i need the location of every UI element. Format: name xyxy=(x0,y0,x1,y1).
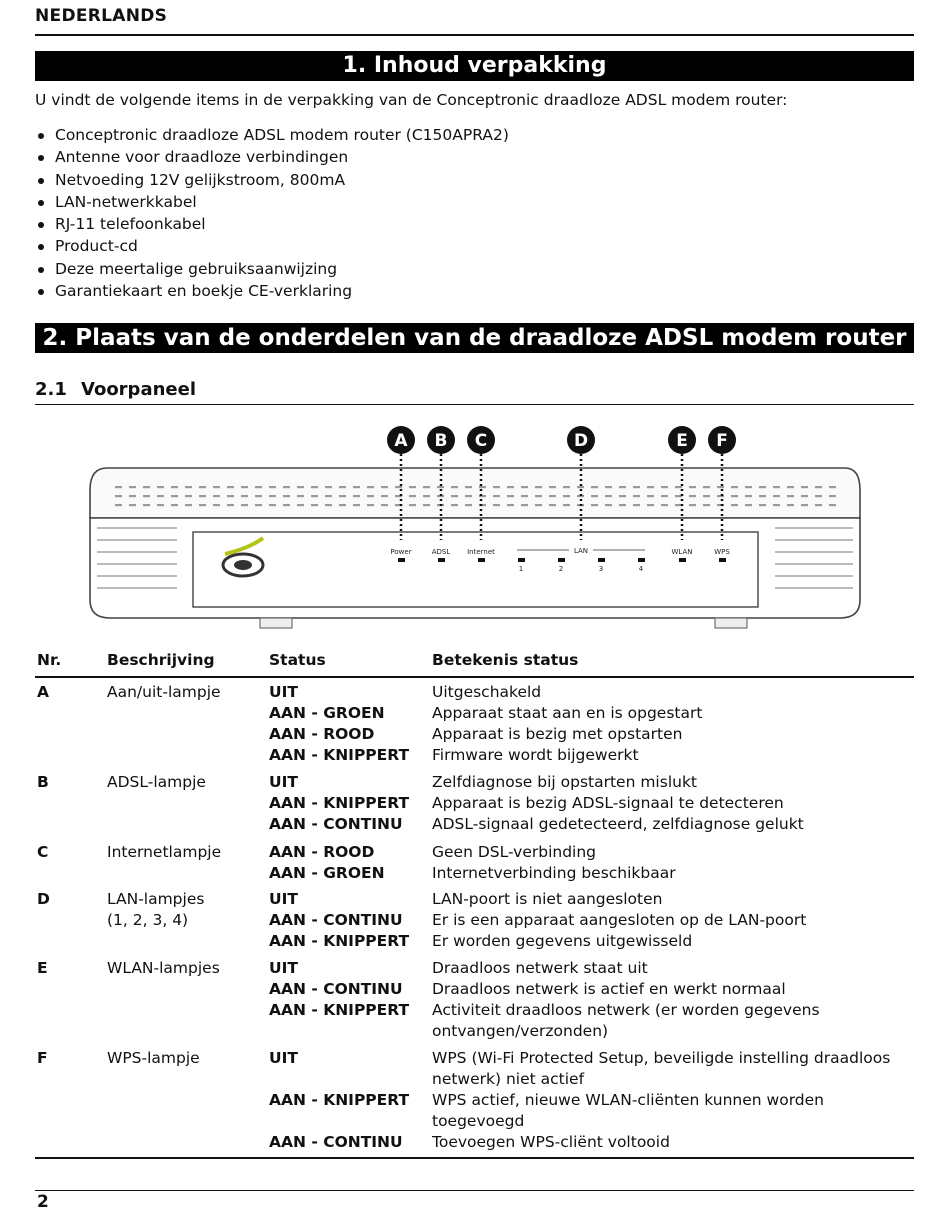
section1-intro: U vindt de volgende items in de verpakking van de Conceptronic draadloze ADSL modem router: xyxy=(35,91,788,109)
callout-b: B xyxy=(434,431,448,451)
list-item: LAN-netwerkkabel xyxy=(35,191,509,213)
led-label-adsl: ADSL xyxy=(431,548,451,556)
row-nr: C xyxy=(37,843,49,861)
row-status xyxy=(269,889,409,952)
status-line: AAN - CONTINU xyxy=(269,1133,403,1151)
row-description: Aan/uit-lampje xyxy=(107,683,221,701)
router-foot-left xyxy=(260,618,292,628)
lan-port-3: 3 xyxy=(598,565,604,573)
led-label-wlan: WLAN xyxy=(671,548,693,556)
meaning-line: Uitgeschakeld xyxy=(432,683,542,701)
row-description: Internetlampje xyxy=(107,843,222,861)
row-description: LAN-lampjes (1, 2, 3, 4) xyxy=(107,890,205,929)
row-meaning xyxy=(432,958,892,1042)
row-description: WLAN-lampjes xyxy=(107,959,220,977)
row-meaning xyxy=(432,682,892,766)
callout-f: F xyxy=(716,431,728,451)
meaning-line: Er worden gegevens uitgewisseld xyxy=(432,932,693,950)
status-line: UIT xyxy=(269,890,298,908)
meaning-line: Er is een apparaat aangesloten op de LAN-poort xyxy=(432,911,807,929)
status-line: AAN - CONTINU xyxy=(269,815,403,833)
table-header-rule xyxy=(35,676,914,678)
meaning-line: WPS (Wi-Fi Protected Setup, beveiligde instelling draadloos netwerk) niet actief xyxy=(432,1049,891,1088)
row-nr: A xyxy=(37,683,49,701)
meaning-line: LAN-poort is niet aangesloten xyxy=(432,890,663,908)
status-line: UIT xyxy=(269,683,298,701)
list-item: Garantiekaart en boekje CE-verklaring xyxy=(35,280,509,302)
section1-title: 1. Inhoud verpakking xyxy=(35,51,914,81)
list-item: Deze meertalige gebruiksaanwijzing xyxy=(35,258,509,280)
subsection-rule xyxy=(35,404,914,405)
status-line: UIT xyxy=(269,773,298,791)
status-line: UIT xyxy=(269,1049,298,1067)
row-nr: D xyxy=(37,890,50,908)
table-bottom-rule xyxy=(35,1157,914,1159)
led-label-wps: WPS xyxy=(714,548,730,556)
meaning-line: Geen DSL-verbinding xyxy=(432,843,597,861)
meaning-line: Internetverbinding beschikbaar xyxy=(432,864,676,882)
section2-title: 2. Plaats van de onderdelen van de draadloze ADSL modem router xyxy=(35,323,914,353)
callout-c: C xyxy=(474,431,488,451)
status-line: AAN - KNIPPERT xyxy=(269,794,410,812)
row-status xyxy=(269,682,409,766)
list-item: Product-cd xyxy=(35,235,509,257)
list-item: Netvoeding 12V gelijkstroom, 800mA xyxy=(35,169,509,191)
subsection-number: 2.1 xyxy=(35,379,67,400)
meaning-line: Firmware wordt bijgewerkt xyxy=(432,746,639,764)
status-line: AAN - CONTINU xyxy=(269,911,403,929)
callout-e: E xyxy=(676,431,688,451)
row-meaning xyxy=(432,772,892,835)
col-header-meaning: Betekenis status xyxy=(432,651,579,669)
meaning-line: Apparaat is bezig ADSL-signaal te detecteren xyxy=(432,794,784,812)
lan-port-4: 4 xyxy=(638,565,644,573)
status-line: AAN - KNIPPERT xyxy=(269,1091,410,1109)
subsection-heading xyxy=(35,379,196,400)
list-item: Conceptronic draadloze ADSL modem router (C150APRA2) xyxy=(35,124,509,146)
meaning-line: Apparaat staat aan en is opgestart xyxy=(432,704,703,722)
router-front-panel-diagram xyxy=(85,420,865,635)
row-status xyxy=(269,958,409,1021)
row-nr: E xyxy=(37,959,48,977)
meaning-line: Activiteit draadloos netwerk (er worden gegevens ontvangen/verzonden) xyxy=(432,1001,820,1040)
row-status xyxy=(269,1048,409,1153)
col-header-description: Beschrijving xyxy=(107,651,215,669)
footer-rule xyxy=(35,1190,914,1191)
status-line: AAN - ROOD xyxy=(269,725,375,743)
status-line: AAN - ROOD xyxy=(269,843,375,861)
list-item: Antenne voor draadloze verbindingen xyxy=(35,146,509,168)
status-line: AAN - KNIPPERT xyxy=(269,746,410,764)
row-description: ADSL-lampje xyxy=(107,773,206,791)
meaning-line: Apparaat is bezig met opstarten xyxy=(432,725,683,743)
meaning-line: ADSL-signaal gedetecteerd, zelfdiagnose gelukt xyxy=(432,815,804,833)
row-meaning xyxy=(432,889,892,952)
led-label-lan: LAN xyxy=(573,547,589,555)
router-foot-right xyxy=(715,618,747,628)
led-label-power: Power xyxy=(390,548,412,556)
led-label-internet: Internet xyxy=(467,548,495,556)
page-number: 2 xyxy=(37,1192,49,1212)
row-nr: F xyxy=(37,1049,48,1067)
callout-d: D xyxy=(573,431,589,451)
col-header-nr: Nr. xyxy=(37,651,62,669)
row-meaning xyxy=(432,842,892,884)
language-header: NEDERLANDS xyxy=(35,6,168,26)
status-line: AAN - GROEN xyxy=(269,704,385,722)
meaning-line: Zelfdiagnose bij opstarten mislukt xyxy=(432,773,697,791)
callout-a: A xyxy=(394,431,408,451)
header-rule xyxy=(35,34,914,36)
row-status xyxy=(269,842,385,884)
row-status xyxy=(269,772,409,835)
led-panel xyxy=(193,532,758,607)
row-description: WPS-lampje xyxy=(107,1049,200,1067)
row-meaning xyxy=(432,1048,892,1153)
status-line: AAN - CONTINU xyxy=(269,980,403,998)
status-line: AAN - KNIPPERT xyxy=(269,932,410,950)
meaning-line: WPS actief, nieuwe WLAN-cliënten kunnen worden toegevoegd xyxy=(432,1091,825,1130)
list-item: RJ-11 telefoonkabel xyxy=(35,213,509,235)
meaning-line: Toevoegen WPS-cliënt voltooid xyxy=(432,1133,670,1151)
package-contents-list xyxy=(35,124,509,302)
subsection-title: Voorpaneel xyxy=(81,379,196,400)
meaning-line: Draadloos netwerk is actief en werkt normaal xyxy=(432,980,786,998)
status-line: AAN - GROEN xyxy=(269,864,385,882)
row-nr: B xyxy=(37,773,49,791)
col-header-status: Status xyxy=(269,651,326,669)
lan-port-1: 1 xyxy=(518,565,524,573)
router-vents xyxy=(110,482,840,512)
status-line: AAN - KNIPPERT xyxy=(269,1001,410,1019)
meaning-line: Draadloos netwerk staat uit xyxy=(432,959,648,977)
status-line: UIT xyxy=(269,959,298,977)
lan-port-2: 2 xyxy=(558,565,564,573)
